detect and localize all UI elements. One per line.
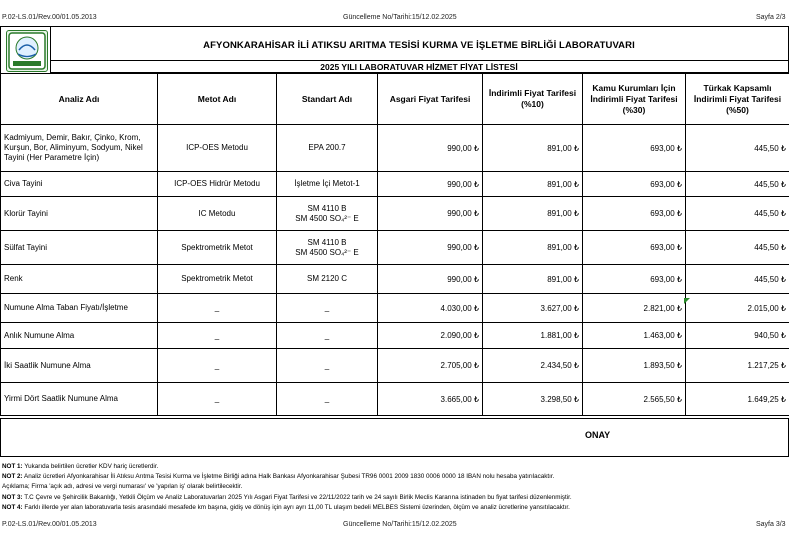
note-line [2,482,782,492]
table-row [1,349,789,383]
price-discount-10: 1.881,00 ₺ [483,323,583,349]
method-name: _ [158,323,277,349]
analysis-name: Anlık Numune Alma [1,323,158,349]
standard-line: _ [324,303,330,312]
note-text: Farklı illerde yer alan laboratuvarla tesis arasındaki mesafede km başına, gidiş ve dönüş için ayrı ayrı 11,00 TL ulaşım bedeli MELBES Sistemi üzerinden, ölçüm ve analiz ücretlerine yansıtılacaktır. [22,503,570,511]
price-discount-10: 2.434,50 ₺ [483,349,583,383]
price-turkak-50: 1.217,25 ₺ [686,349,789,383]
analysis-name: İki Saatlik Numune Alma [1,349,158,383]
cell-comment-marker [684,298,690,304]
note-text: Yukarıda belirtilen ücretler KDV hariç ücretlerdir. [22,463,159,470]
method-name: _ [158,349,277,383]
price-turkak-50: 940,50 ₺ [686,323,789,349]
price-turkak-50: 2.015,00 ₺ [686,294,789,323]
footer-update-info: Güncelleme No/Tarihi:15/12.02.2025 [343,521,457,528]
col-header-analysis: Analiz Adı [1,74,158,125]
table-row [1,294,789,323]
col-header-public-30: Kamu Kurumları İçin İndirimli Fiyat Tarifesi (%30) [583,74,686,125]
note-label: NOT 2: [2,473,23,481]
update-info: Güncelleme No/Tarihi:15/12.02.2025 [343,14,457,21]
note-label: NOT 1: [2,463,23,470]
price-discount-10: 891,00 ₺ [483,125,583,172]
method-name: ICP-OES Metodu [158,125,277,172]
table-row [1,231,789,265]
standard-name [277,172,378,197]
note-label: NOT 4: [2,503,23,511]
price-turkak-50: 445,50 ₺ [686,231,789,265]
standard-name [277,265,378,294]
analysis-name: Renk [1,265,158,294]
standard-name [277,323,378,349]
price-discount-10: 3.298,50 ₺ [483,383,583,416]
method-name: _ [158,294,277,323]
price-turkak-50: 445,50 ₺ [686,197,789,231]
table-row [1,383,789,416]
note-text: Açıklama; Firma 'açık adı, adresi ve vergi numarası' ve 'yapılan iş' olarak belirtilecektir. [2,483,243,491]
standard-line: SM 2120 C [306,274,348,283]
standard-line: _ [324,394,330,403]
price-discount-10: 3.627,00 ₺ [483,294,583,323]
footer-page-number: Sayfa 3/3 [756,521,786,528]
table-header-row [1,74,789,125]
price-min: 3.665,00 ₺ [378,383,483,416]
price-public-30: 693,00 ₺ [583,265,686,294]
standard-line-2: SM 4500 SO₄²⁻ E [295,247,359,257]
table-row [1,172,789,197]
doc-code: P.02-LS.01/Rev.00/01.05.2013 [2,14,97,21]
method-name: Spektrometrik Metot [158,265,277,294]
price-discount-10: 891,00 ₺ [483,265,583,294]
approval-label: ONAY [585,430,611,440]
price-turkak-50: 445,50 ₺ [686,265,789,294]
col-header-turkak-50: Türkak Kapsamlı İndirimli Fiyat Tarifesi (%50) [686,74,789,125]
note-line [2,472,782,482]
price-public-30: 693,00 ₺ [583,172,686,197]
method-name: IC Metodu [158,197,277,231]
analysis-name: Civa Tayini [1,172,158,197]
price-min: 990,00 ₺ [378,231,483,265]
note-line [2,503,782,513]
logo [6,30,48,72]
price-public-30: 693,00 ₺ [583,125,686,172]
note-text: T.C Çevre ve Şehircilik Bakanlığı, Yetkili Ölçüm ve Analiz Laboratuvarları 2025 Yılı Asgari Fiyat Tarifesi ve 22/11/2022 tarih ve 24 sayılı Birlik Meclis Kararına istinaden bu fiyat tarifesi düzenlenmiştir. [22,493,572,501]
analysis-name: Sülfat Tayini [1,231,158,265]
standard-name [277,125,378,172]
price-public-30: 2.565,50 ₺ [583,383,686,416]
price-discount-10: 891,00 ₺ [483,197,583,231]
col-header-method: Metot Adı [158,74,277,125]
analysis-name: Kadmiyum, Demir, Bakır, Çinko, Krom, Kurşun, Bor, Aliminyum, Sodyum, Nikel Tayini (Her Parametre İçin) [1,125,158,172]
note-label: NOT 3: [2,493,23,501]
standard-line: SM 4110 B [307,237,347,247]
analysis-name: Numune Alma Taban Fiyatı/İşletme [1,294,158,323]
price-min: 4.030,00 ₺ [378,294,483,323]
analysis-name: Yirmi Dört Saatlik Numune Alma [1,383,158,416]
standard-line-2: SM 4500 SO₄²⁻ E [295,213,359,223]
price-turkak-50: 445,50 ₺ [686,125,789,172]
price-discount-10: 891,00 ₺ [483,172,583,197]
price-discount-10: 891,00 ₺ [483,231,583,265]
standard-line: İşletme İçi Metot-1 [294,179,360,188]
standard-name [277,383,378,416]
standard-name [277,294,378,323]
table-row [1,265,789,294]
price-turkak-50: 1.649,25 ₺ [686,383,789,416]
price-min: 990,00 ₺ [378,172,483,197]
price-min: 990,00 ₺ [378,197,483,231]
standard-name [277,231,378,265]
approval-block [0,418,789,457]
col-header-standard: Standart Adı [277,74,378,125]
price-public-30: 693,00 ₺ [583,197,686,231]
col-header-min-price: Asgari Fiyat Tarifesi [378,74,483,125]
price-min: 990,00 ₺ [378,125,483,172]
standard-line: _ [324,330,330,340]
standard-name [277,197,378,231]
table-row [1,125,789,172]
price-min: 2.705,00 ₺ [378,349,483,383]
standard-name [277,349,378,383]
logo-emblem [7,31,47,71]
price-min: 990,00 ₺ [378,265,483,294]
method-name: _ [158,383,277,416]
standard-line: _ [324,360,330,370]
price-public-30: 2.821,00 ₺ [583,294,686,323]
note-line [2,493,782,503]
price-table [0,73,789,416]
table-row [1,323,789,349]
standard-line: SM 4110 B [307,203,347,213]
page-number: Sayfa 2/3 [756,14,786,21]
footer-doc-code: P.02-LS.01/Rev.00/01.05.2013 [2,521,97,528]
page-title: AFYONKARAHİSAR İLİ ATIKSU ARITMA TESİSİ KURMA VE İŞLETME BİRLİĞİ LABORATUVARI [203,39,635,51]
analysis-name: Klorür Tayini [1,197,158,231]
note-text: Analiz ücretleri Afyonkarahisar İli Atıksu Arıtma Tesisi Kurma ve İşletme Birliği adına Halk Bankası Afyonkarahisar Şubesi TR96 0001 2009 1830 0006 0000 18 IBAN nolu hesaba yatırılacaktır. [22,473,555,481]
standard-line: EPA 200.7 [308,143,346,152]
price-public-30: 693,00 ₺ [583,231,686,265]
notes-section [2,462,782,513]
page-subtitle: 2025 YILI LABORATUVAR HİZMET FİYAT LİSTESİ [50,60,788,73]
table-row [1,197,789,231]
price-turkak-50: 445,50 ₺ [686,172,789,197]
price-public-30: 1.893,50 ₺ [583,349,686,383]
price-public-30: 1.463,00 ₺ [583,323,686,349]
col-header-discount-10: İndirimli Fiyat Tarifesi (%10) [483,74,583,125]
note-line [2,462,782,472]
method-name: ICP-OES Hidrür Metodu [158,172,277,197]
method-name: Spektrometrik Metot [158,231,277,265]
price-min: 2.090,00 ₺ [378,323,483,349]
